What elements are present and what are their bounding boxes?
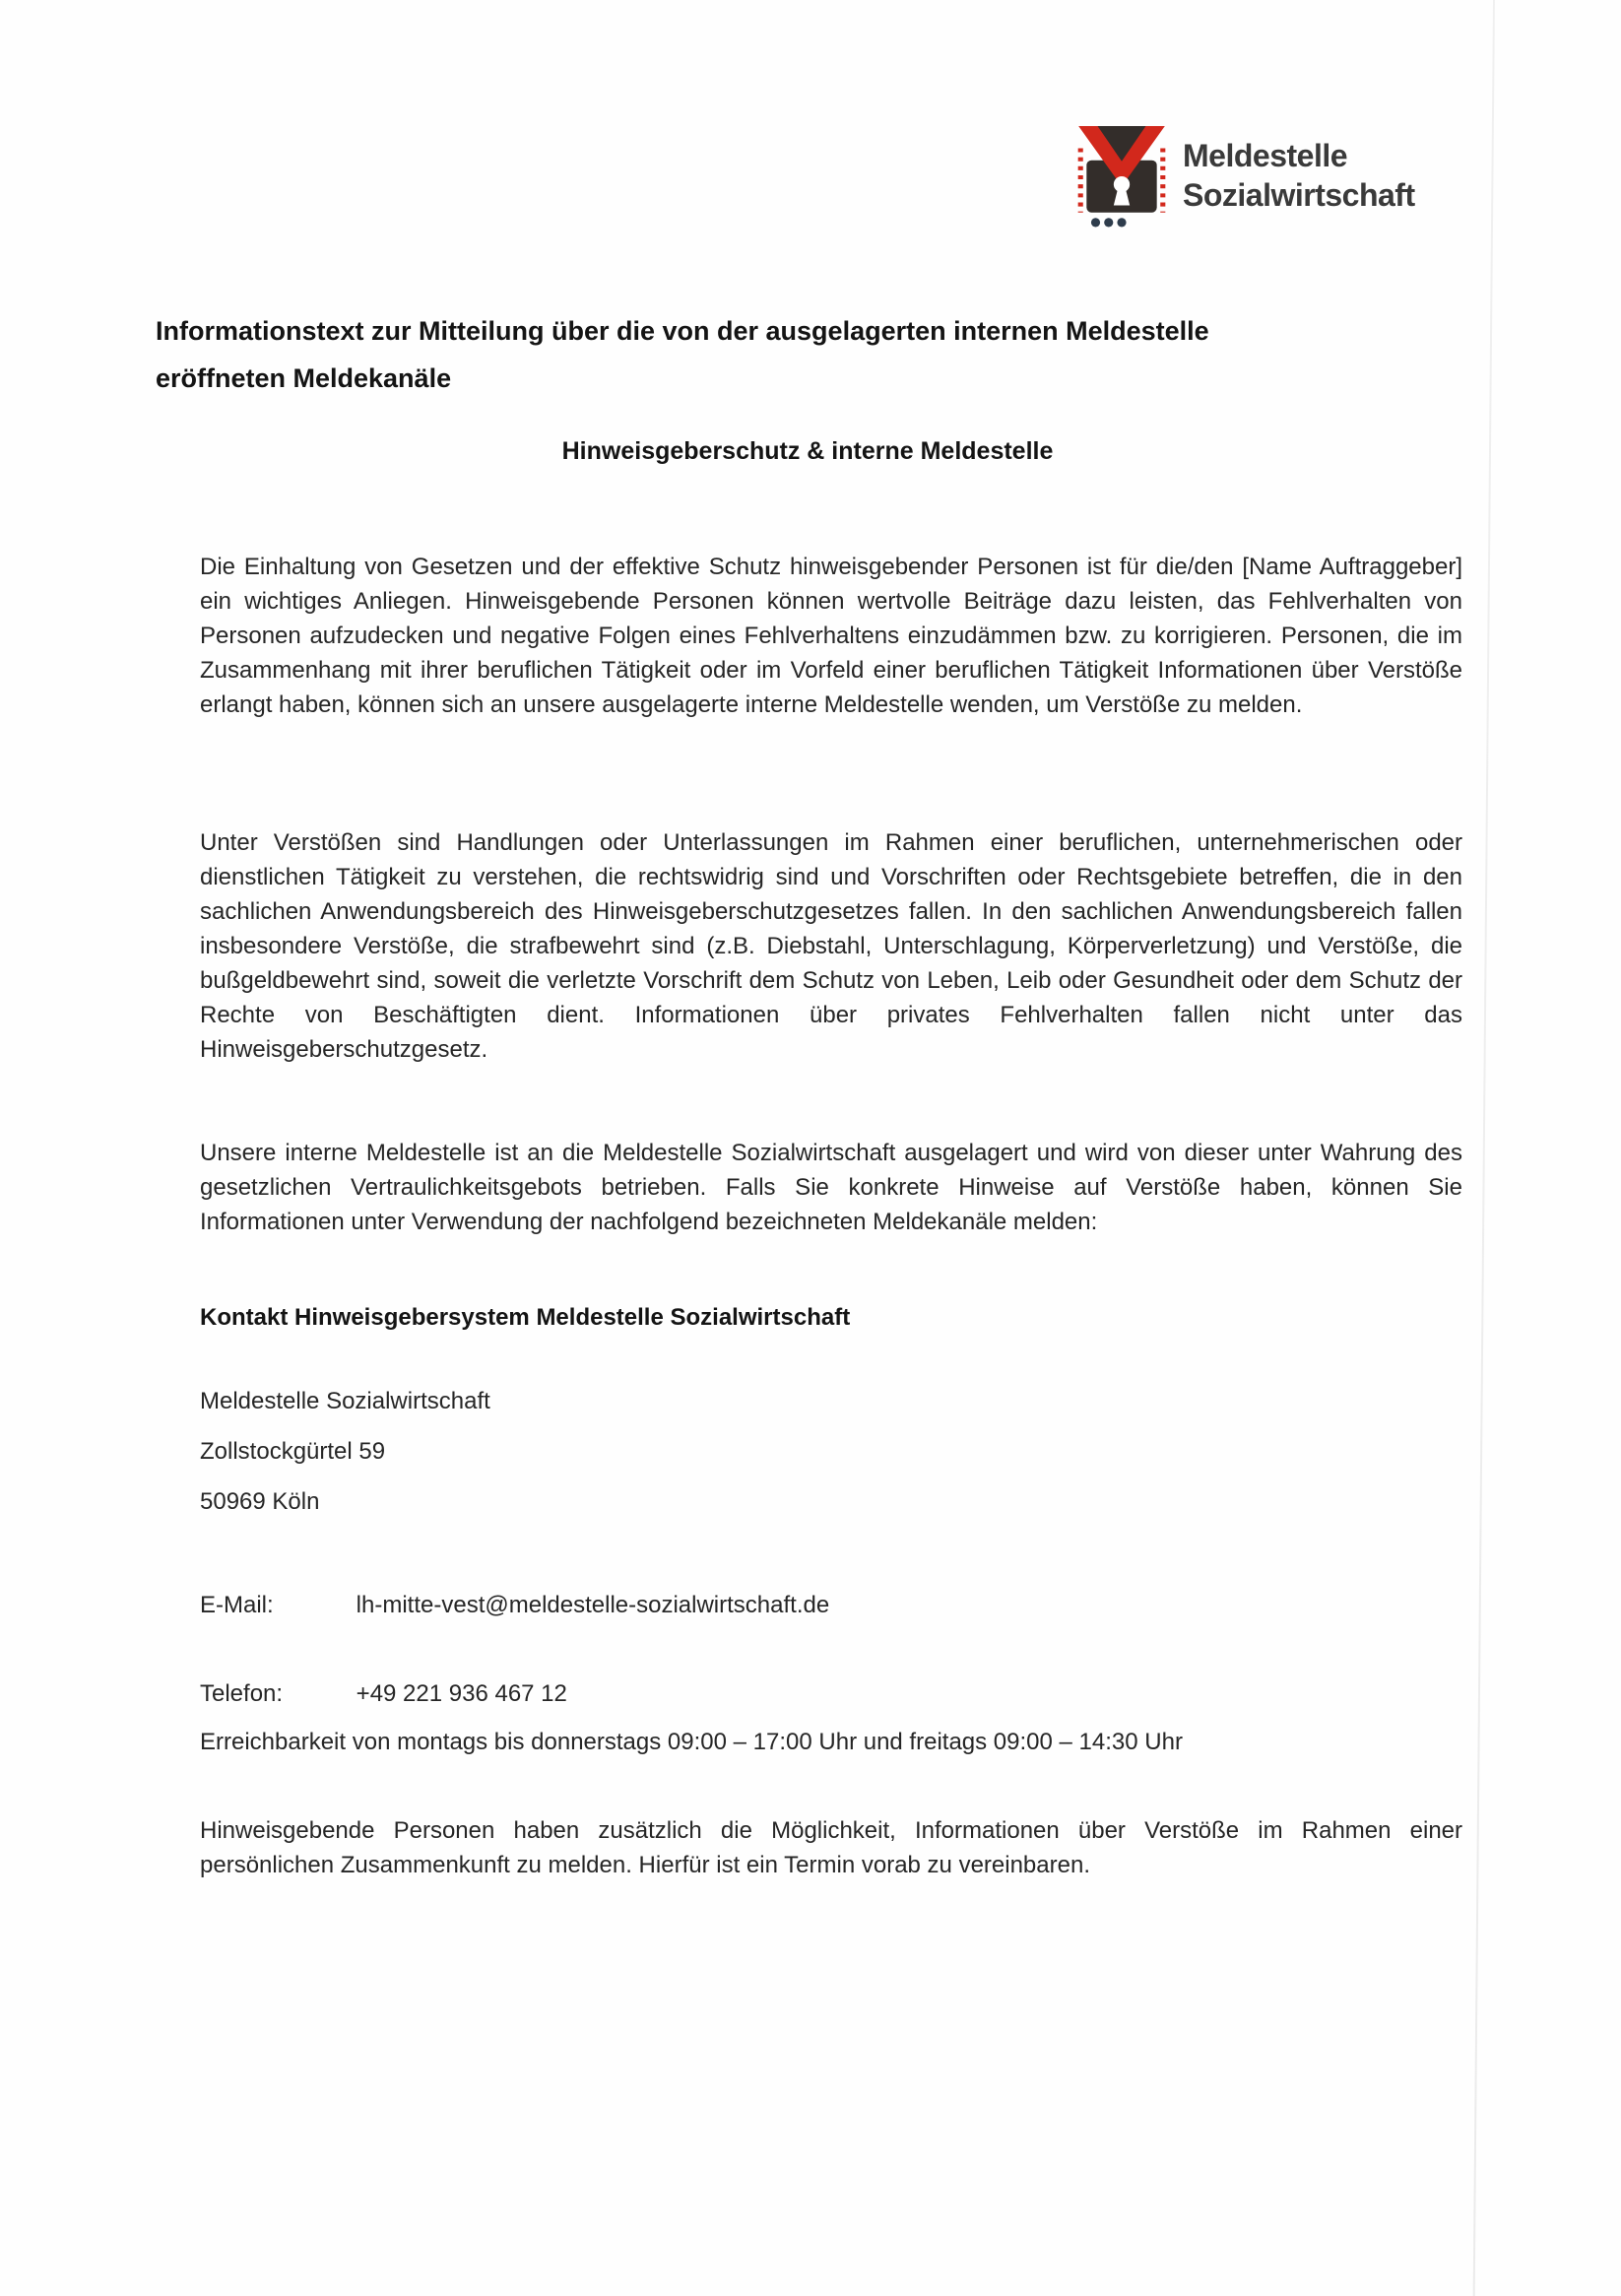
paragraph-outsourced-office: Unsere interne Meldestelle ist an die Meldestelle Sozialwirtschaft ausgelagert und wird von dieser unter Wahrung des gesetzlichen Vertraulichkeitsgebots betrieben. Falls Sie konkrete Hinweise auf Verstöße haben, können Sie Informationen unter Verwendung der nachfolgend bezeichneten Meldekanäle melden: <box>200 1140 1462 1235</box>
contact-heading: Kontakt Hinweisgebersystem Meldestelle Sozialwirtschaft <box>200 1304 851 1331</box>
address-line-city: 50969 Köln <box>200 1488 320 1515</box>
email-address: lh-mitte-vest@meldestelle-sozialwirtschaft.de <box>356 1592 830 1618</box>
section-subtitle: Hinweisgeberschutz & interne Meldestelle <box>561 437 1054 465</box>
email-row <box>200 1592 829 1619</box>
logo-wordmark-line2: Sozialwirtschaft <box>1183 177 1415 213</box>
paragraph-in-person-meeting: Hinweisgebende Personen haben zusätzlich die Möglichkeit, Informationen über Verstöße im Rahmen einer persönlichen Zusammenkunft zu melden. Hierfür ist ein Termin vorab zu vereinbaren. <box>200 1817 1462 1878</box>
phone-row <box>200 1680 567 1708</box>
page-title-line2: eröffneten Meldekanäle <box>156 363 452 393</box>
phone-label: Telefon: <box>200 1680 284 1707</box>
paragraph-violation-definition: Unter Verstößen sind Handlungen oder Unterlassungen im Rahmen einer beruflichen, unternehmerischen oder dienstlichen Tätigkeit zu verstehen, die rechtswidrig sind und Vorschriften oder Rechtsgebiete betreffen, die in den sachlichen Anwendungsbereich des Hinweisgeberschutzgesetzes fallen. In den sachlichen Anwendungsbereich fallen insbesondere Verstöße, die strafbewehrt sind (z.B. Diebstahl, Unterschlagung, Körperverletzung) und Verstöße, die bußgeldbewehrt sind, soweit die verletzte Vorschrift dem Schutz von Leben, Leib oder Gesundheit oder dem Schutz der Rechte von Beschäftigten dient. Informationen über privates Fehlverhalten fallen nicht unter das Hinweisgeberschutzgesetz. <box>200 829 1462 1063</box>
email-label: E-Mail: <box>200 1592 274 1618</box>
phone-number: +49 221 936 467 12 <box>356 1680 567 1707</box>
postal-address <box>200 1389 490 1540</box>
logo-wordmark-line1: Meldestelle <box>1183 138 1348 173</box>
logo <box>1076 124 1415 229</box>
logo-wordmark <box>1183 136 1415 215</box>
page-title <box>156 307 1534 402</box>
address-line-organization: Meldestelle Sozialwirtschaft <box>200 1388 490 1414</box>
page-title-line1: Informationstext zur Mitteilung über die von der ausgelagerten internen Meldestelle <box>156 316 1209 346</box>
availability-note: Erreichbarkeit von montags bis donnerstags 09:00 – 17:00 Uhr und freitags 09:00 – 14:30 Uhr <box>200 1729 1183 1755</box>
envelope-lock-icon <box>1076 124 1167 229</box>
address-line-street: Zollstockgürtel 59 <box>200 1438 386 1465</box>
paragraph-compliance-intro: Die Einhaltung von Gesetzen und der effektive Schutz hinweisgebender Personen ist für die/den [Name Auftraggeber] ein wichtiges Anliegen. Hinweisgebende Personen können wertvolle Beiträge dazu leisten, das Fehlverhalten von Personen aufzudecken und negative Folgen eines Fehlverhaltens einzudämmen bzw. zu korrigieren. Personen, die im Zusammenhang mit ihrer beruflichen Tätigkeit oder im Vorfeld einer beruflichen Tätigkeit Informationen über Verstöße erlangt haben, können sich an unsere ausgelagerte interne Meldestelle wenden, um Verstöße zu melden. <box>200 554 1462 718</box>
